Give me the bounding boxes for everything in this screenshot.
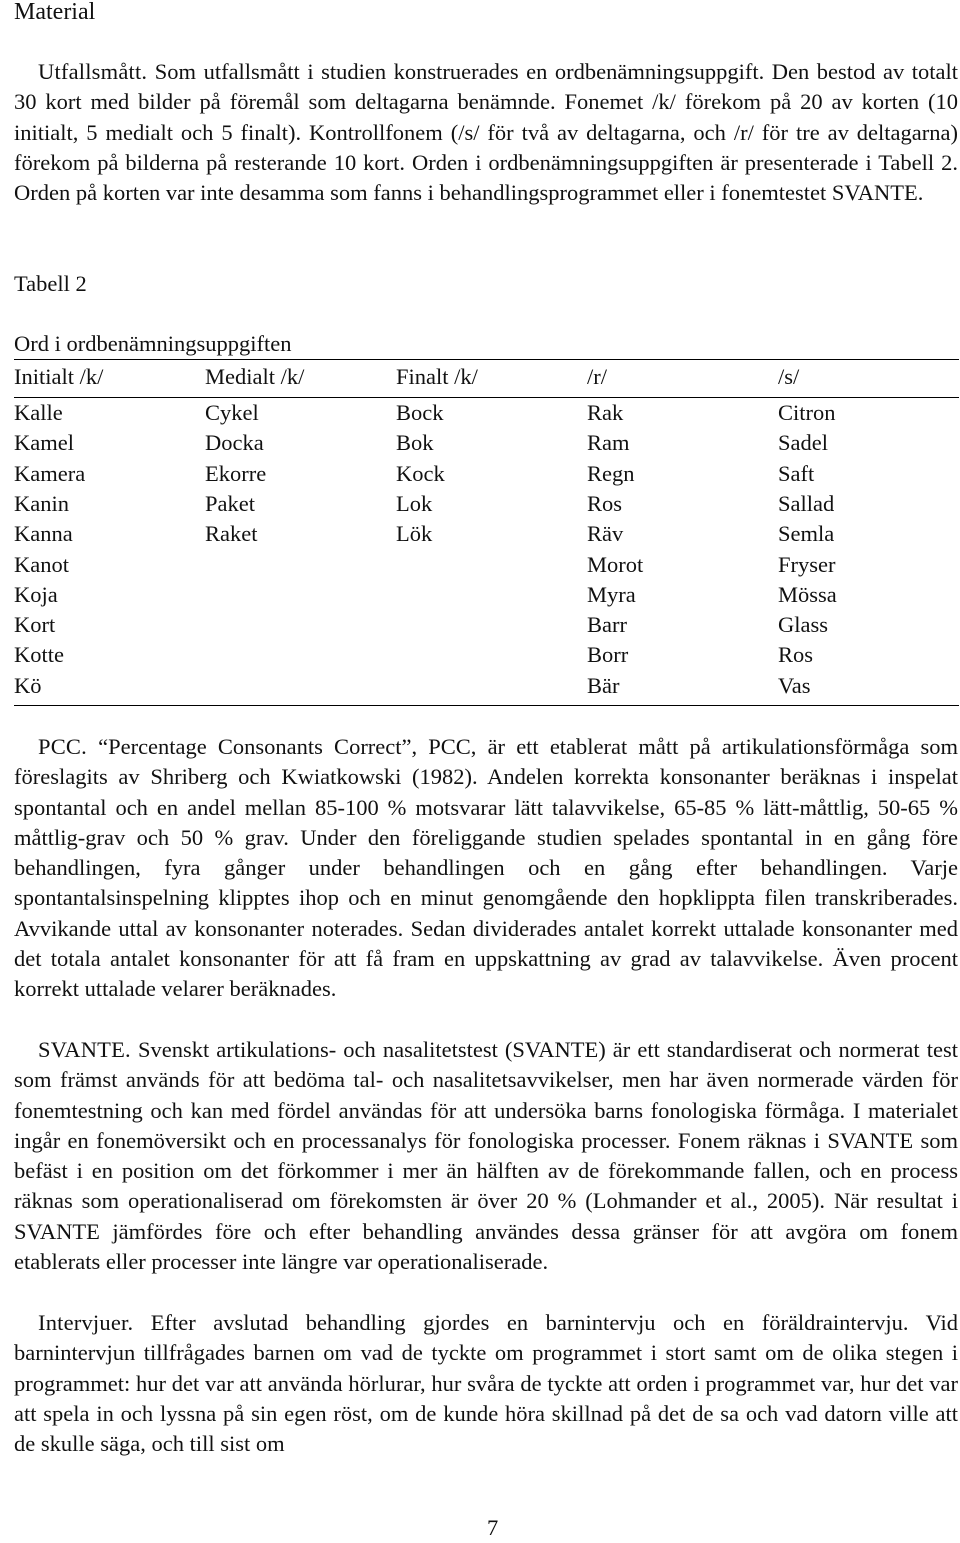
table-cell: Ros — [587, 490, 623, 516]
table-cell: Lök — [396, 521, 433, 547]
table-cell: Glass — [778, 612, 828, 638]
table-cell: Bok — [396, 430, 434, 456]
table-column-header: Medialt /k/ — [205, 364, 305, 389]
table-cell: Koja — [14, 581, 58, 607]
table-cell: Kock — [396, 460, 445, 486]
table-cell: Paket — [205, 490, 255, 516]
table-bottom-rule — [14, 705, 959, 706]
table-cell: Saft — [778, 460, 815, 486]
table-cell: Rak — [587, 400, 624, 425]
table-column-header: /s/ — [778, 364, 800, 389]
table-cell: Ram — [587, 430, 630, 456]
table-column-header: /r/ — [587, 364, 607, 389]
run-in-heading: Intervjuer. — [38, 1310, 134, 1335]
table-cell: Citron — [778, 400, 836, 425]
paragraph-svante — [14, 1035, 958, 1277]
table-cell: Sadel — [778, 430, 828, 456]
paragraph-utfallsmatt — [14, 57, 958, 208]
table-cell: Kort — [14, 612, 56, 638]
table-cell: Myra — [587, 581, 636, 607]
table-cell: Fryser — [778, 551, 836, 577]
table-cell: Morot — [587, 551, 644, 577]
table-cell: Räv — [587, 521, 624, 547]
table-cell: Ros — [778, 642, 814, 668]
table-cell: Kanot — [14, 551, 69, 577]
table-cell: Docka — [205, 430, 264, 456]
paragraph-text: Svenskt artikulations- och nasalitetstest (SVANTE) är ett standardiserat och normerat test som främst används för att bedöma tal- och nasalitetsavvikelser, men har även normerade värden för fonemtestning och kan med fördel användas för att undersöka barns fonologiska förmåga. I materialet ingår en fonemöversikt och en processanalys för fonologiska processer. Fonem räknas i SVANTE som befäst i en position om det förkommer i mer än hälften av de förekommande fallen, och en process räknas som operationaliserad om förekomsten är över 20 % (Lohmander et al., 2005). När resultat i SVANTE jämfördes före och efter behandling användes dessa gränser för att avgöra om fonem etablerats eller processer inte längre var operationaliserade. — [14, 1037, 958, 1275]
paragraph-text: “Percentage Consonants Correct”, PCC, är ett etablerat mått på artikulationsförmåga som föreslagits av Shriberg och Kwiatkowski (1982). Andelen korrekta konsonanter beräknas i inspelat spontantal och en andel mellan 85-100 % motsvarar lätt talavvikelse, 65-85 % lätt-måttlig, 50-65 % måttlig-grav och 50 % grav. Under den föreliggande studien spelades spontantal in en gång före behandlingen, fyra gånger under behandlingen och en gång efter behandlingen. Varje spontantalsinspelning klipptes ihop och en minut genomgående den hopklippta filen transkriberades. Avvikande uttal av konsonanter noterades. Sedan dividerades antalet korrekt uttalade konsonanter med det totala antalet konsonanter för att få fram en uppskattning av grad av talavvikelse. Även procent korrekt uttalade velarer beräknades. — [14, 734, 958, 1002]
table-cell: Semla — [778, 521, 835, 547]
table-cell: Lok — [396, 490, 433, 516]
table-cell: Raket — [205, 521, 258, 547]
table-cell: Bär — [587, 672, 620, 698]
table-cell: Kanna — [14, 521, 73, 547]
table-cell: Mössa — [778, 581, 837, 607]
table-cell: Cykel — [205, 400, 259, 425]
table-cell: Kamera — [14, 460, 86, 486]
table-cell: Kotte — [14, 642, 64, 668]
table-column-header: Initialt /k/ — [14, 364, 104, 389]
section-heading: Material — [14, 0, 96, 25]
table-cell: Sallad — [778, 490, 835, 516]
table-cell: Bock — [396, 400, 444, 425]
table-top-rule — [14, 359, 959, 360]
table-cell: Kö — [14, 672, 42, 698]
page-number: 7 — [487, 1515, 499, 1540]
run-in-heading: Utfallsmått. — [38, 59, 148, 84]
table-label: Tabell 2 — [14, 271, 87, 296]
run-in-heading: SVANTE. — [38, 1037, 131, 1062]
paragraph-intervjuer — [14, 1308, 958, 1459]
table-cell: Barr — [587, 612, 627, 638]
table-cell: Kamel — [14, 430, 74, 456]
paragraph-text: Efter avslutad behandling gjordes en barnintervju och en föräldraintervju. Vid barnintervjun tillfrågades barnen om vad de tyckte om programmet i stort samt om de olika stegen i programmet: hur det var att använda hörlurar, hur svåra de tyckte att orden i programmet var, hur det var att spela in och lyssna på sin egen röst, om de kunde höra skillnad på det de sa och vad datorn ville att de skulle säga, och till sist om — [14, 1310, 958, 1457]
paragraph-pcc — [14, 732, 958, 1005]
table-column-header: Finalt /k/ — [396, 364, 478, 389]
table-cell: Regn — [587, 460, 635, 486]
table-cell: Kalle — [14, 400, 63, 425]
table-cell: Vas — [778, 672, 811, 698]
run-in-heading: PCC. — [38, 734, 87, 759]
table-cell: Kanin — [14, 490, 69, 516]
paragraph-text: Som utfallsmått i studien konstruerades en ordbenämningsuppgift. Den bestod av totalt 30 kort med bilder på föremål som deltagarna benämnde. Fonemet /k/ förekom på 20 av korten (10 initialt, 5 medialt och 5 finalt). Kontrollfonem (/s/ för två av deltagarna, och /r/ för tre av deltagarna) förekom på bilderna på resterande 10 kort. Orden i ordbenämningsuppgiften är presenterade i Tabell 2. Orden på korten var inte desamma som fanns i behandlingsprogrammet eller i fonemtestet SVANTE. — [14, 59, 958, 206]
table-cell: Ekorre — [205, 460, 267, 486]
table-title: Ord i ordbenämningsuppgiften — [14, 331, 292, 356]
table-cell: Borr — [587, 642, 629, 668]
